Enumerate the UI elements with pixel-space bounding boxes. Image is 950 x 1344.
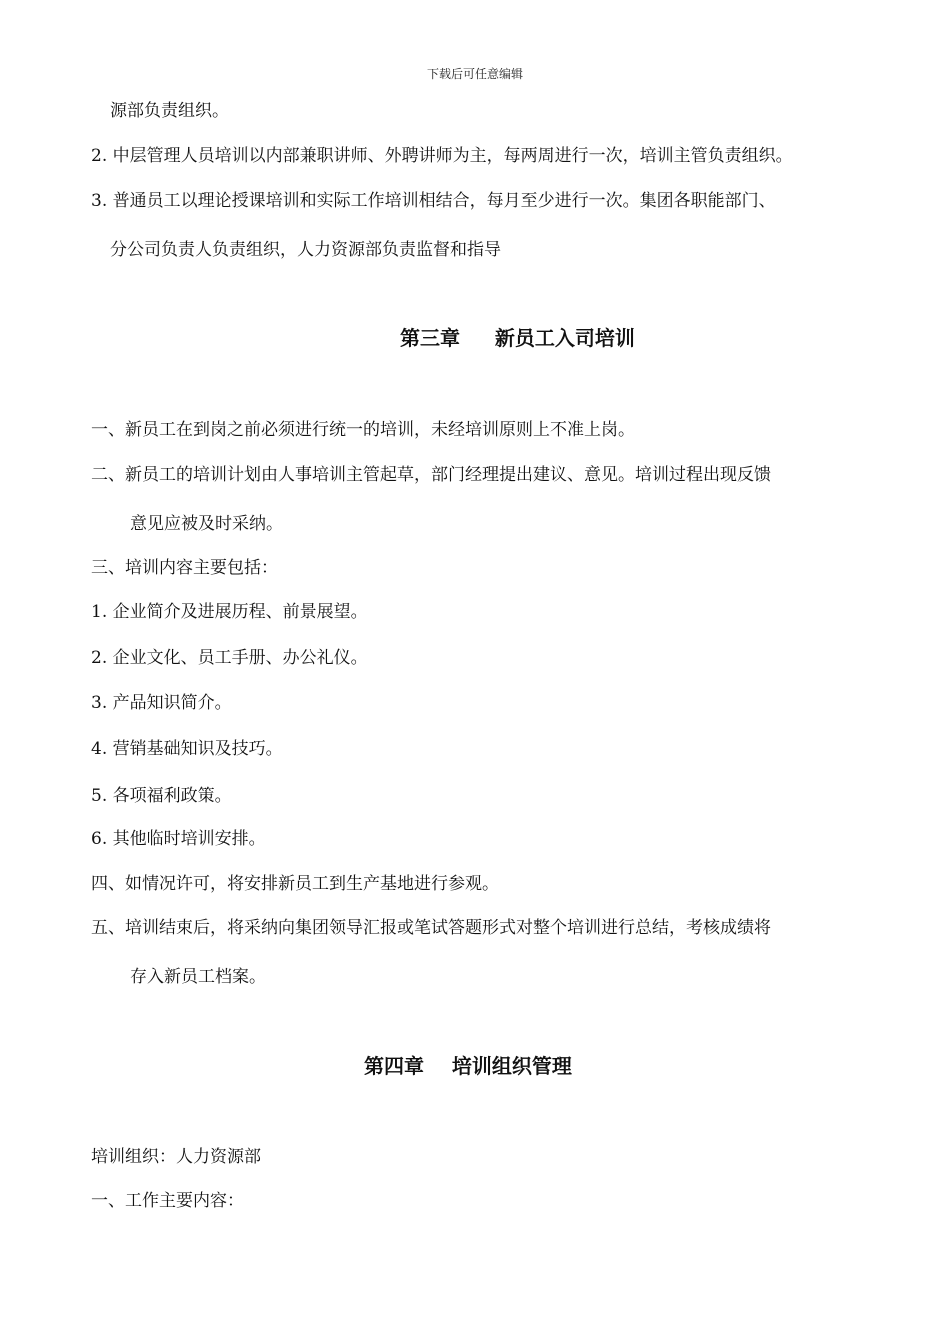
list-item-continuation: 意见应被及时采纳。 (130, 514, 283, 534)
sub-list-item: 2. 企业文化、员工手册、办公礼仪。 (91, 648, 368, 668)
list-item: 一、新员工在到岗之前必须进行统一的培训，未经培训原则上不准上岗。 (91, 420, 635, 440)
list-item: 三、培训内容主要包括： (91, 558, 278, 578)
list-item-continuation: 存入新员工档案。 (130, 967, 266, 987)
list-item: 一、工作主要内容： (91, 1191, 244, 1211)
paragraph: 培训组织：人力资源部 (91, 1147, 261, 1167)
sub-list-item: 4. 营销基础知识及技巧。 (91, 739, 283, 759)
sub-list-item: 5. 各项福利政策。 (91, 786, 232, 806)
sub-list-item: 3. 产品知识简介。 (91, 693, 232, 713)
chapter-3-title: 第三章 新员工入司培训 (400, 326, 635, 350)
page-header: 下载后可任意编辑 (426, 67, 523, 81)
list-item-continuation: 分公司负责人负责组织，人力资源部负责监督和指导 (110, 240, 501, 260)
list-item: 2. 中层管理人员培训以内部兼职讲师、外聘讲师为主，每两周进行一次，培训主管负责组织。 (91, 146, 793, 166)
paragraph-continuation: 源部负责组织。 (110, 101, 229, 121)
list-item: 五、培训结束后，将采纳向集团领导汇报或笔试答题形式对整个培训进行总结，考核成绩将 (91, 918, 771, 938)
sub-list-item: 1. 企业简介及进展历程、前景展望。 (91, 602, 368, 622)
list-item: 二、新员工的培训计划由人事培训主管起草，部门经理提出建议、意见。培训过程出现反馈 (91, 465, 771, 485)
list-item: 3. 普通员工以理论授课培训和实际工作培训相结合，每月至少进行一次。集团各职能部门、 (91, 191, 776, 211)
sub-list-item: 6. 其他临时培训安排。 (91, 829, 266, 849)
chapter-4-title: 第四章 培训组织管理 (364, 1054, 572, 1078)
list-item: 四、如情况许可，将安排新员工到生产基地进行参观。 (91, 874, 499, 894)
